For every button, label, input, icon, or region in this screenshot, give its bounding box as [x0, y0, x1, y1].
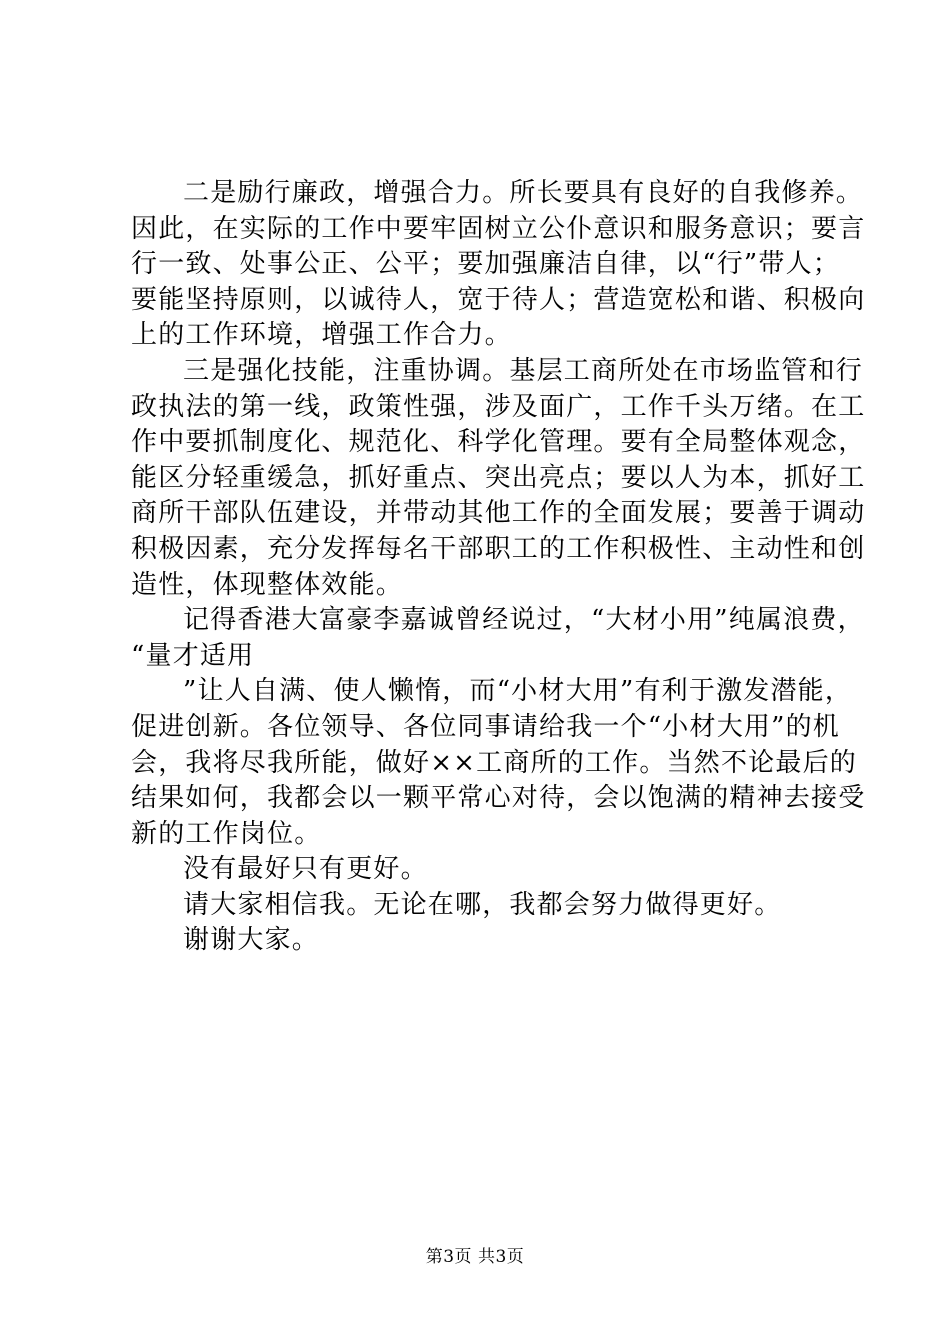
paragraph-line: 因此，在实际的工作中要牢固树立公仆意识和服务意识；要言 — [131, 213, 866, 244]
paragraph-line: 二是励行廉政，增强合力。所长要具有良好的自我修养。 — [183, 178, 864, 208]
paragraph-line: 造性，体现整体效能。 — [131, 569, 404, 600]
paragraph-line: 作中要抓制度化、规范化、科学化管理。要有全局整体观念， — [131, 427, 866, 458]
paragraph-line: 会，我将尽我所能，做好××工商所的工作。当然不论最后的 — [131, 747, 857, 778]
paragraph-line: 三是强化技能，注重协调。基层工商所处在市场监管和行 — [183, 355, 864, 386]
paragraph-line: 记得香港大富豪李嘉诚曾经说过，“大材小用”纯属浪费， — [183, 605, 865, 636]
page-number-footer: 第3页 共3页 — [425, 1247, 525, 1267]
document-body — [131, 176, 866, 959]
paragraph-line: 政执法的第一线，政策性强，涉及面广，工作千头万绪。在工 — [131, 391, 866, 422]
paragraph-line: 行一致、处事公正、公平；要加强廉洁自律，以“行”带人； — [131, 249, 840, 280]
paragraph-line: 上的工作环境，增强工作合力。 — [131, 320, 512, 351]
paragraph-line: 商所干部队伍建设，并带动其他工作的全面发展；要善于调动 — [131, 498, 866, 529]
paragraph-line: ”让人自满、使人懒惰，而“小材大用”有利于激发潜能， — [183, 676, 853, 707]
paragraph-line: 积极因素，充分发挥每名干部职工的工作积极性、主动性和创 — [131, 533, 866, 564]
paragraph-line: 请大家相信我。无论在哪，我都会努力做得更好。 — [183, 889, 782, 920]
paragraph-line: 谢谢大家。 — [183, 925, 320, 956]
paragraph-line: 要能坚持原则，以诚待人，宽于待人；营造宽松和谐、积极向 — [131, 284, 866, 315]
paragraph-line: 结果如何，我都会以一颗平常心对待，会以饱满的精神去接受 — [131, 783, 866, 814]
paragraph-line: 新的工作岗位。 — [131, 818, 322, 849]
paragraph-line: 能区分轻重缓急，抓好重点、突出亮点；要以人为本，抓好工 — [131, 462, 866, 493]
paragraph-line: 没有最好只有更好。 — [183, 854, 428, 885]
paragraph-line: “量才适用 — [131, 640, 255, 671]
paragraph-line: 促进创新。各位领导、各位同事请给我一个“小材大用”的机 — [131, 711, 840, 742]
